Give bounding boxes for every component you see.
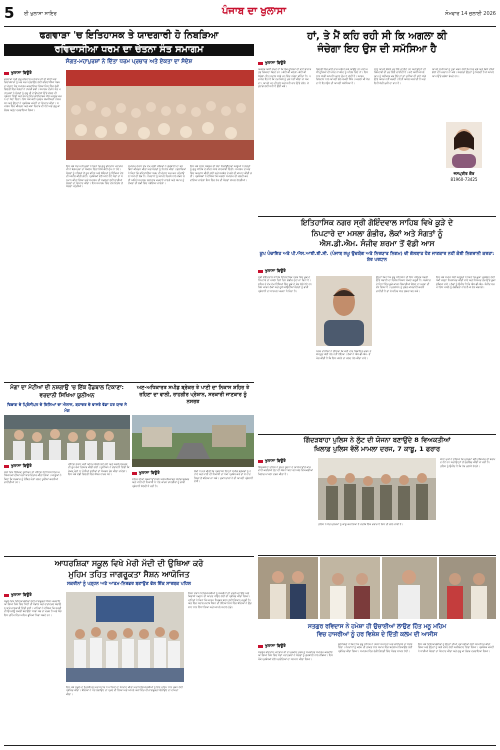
article-body: ਸਤਗੁਰ ਰਵਿਦਾਸ ਮਹਾਰਾਜ ਜੀ ਦੇ ਪ੍ਰਕਾਸ਼ ਪੁਰਬ ਨੂੰ ਸਮਰਪਿਤ ਸਮਾਗਮ ਕਰਵਾਇਆ ਗਿਆ ਜਿਸ ਵਿੱਚ ਸੰਤਾਂ ਮਹਾਪੁਰਸ਼ਾਂ ਨੇ ਸੰਗਤਾਂ ਨੂੰ ਗੁਰਬਾਣੀ ਨਾਲ ਜੋੜਿਆ। ਇਸ ਮੌਕੇ ਪ੍ਰਬੰਧਕਾਂ ਵੱਲੋਂ ਪਤਵੰਤਿਆਂ ਦਾ ਸਨਮਾਨ ਕੀਤਾ ਗਿਆ।: [258, 651, 333, 661]
byline: [132, 470, 160, 475]
headline: ਫਗਵਾੜਾ 'ਚ ਇਤਿਹਾਸਕ ਤੇ ਯਾਦਗਾਰੀ ਹੋ ਨਿਬੜਿਆ: [39, 30, 219, 41]
official-photo: [316, 276, 372, 346]
headline: [258, 30, 496, 56]
article-body: ਅਕਸਰ ਅਸੀਂ ਦੇਖਦੇ ਹਾਂ ਕਿ ਲੋਕ ਦੂਜਿਆਂ ਦੀ ਰਾਏ ਬਾਰੇ ਬਹੁਤ ਜ਼ਿਆਦਾ ਸੋਚਦੇ ਹਨ। ਕੋਈ ਕੀ ਕਹੇਗਾ, ਕੋਈ ਕੀ ਸੋਚੇਗਾ, ਇਹ ਸਵਾਲ ਸਾਡੇ ਮਨ ਵਿੱਚ ਹਮੇਸ਼ਾ ਰਹਿੰਦਾ ਹੈ। ਪਰ ਸੱਚ ਇਹ ਹੈ ਕਿ ਹਰ ਕਿਸੇ ਨੂੰ ਖੁਸ਼ ਨਹੀਂ ਕੀਤਾ ਜਾ ਸਕਦਾ। ਆਪਣੇ ਮਨ ਦੀ ਸੁਣੋ ਅਤੇ ਸਹੀ ਰਾਹ ਉੱਤੇ ਚੱਲੋ। ਜੋ ਤੁਹਾਡੇ ਲਈ ਸਹੀ ਹੈ ਉਹੀ ਕਰੋ।: [258, 68, 312, 89]
article-body: ਜ਼ਿੰਦਗੀ ਵਿੱਚ ਕਈ ਵਾਰ ਅਜਿਹੇ ਮੌਕੇ ਆਉਂਦੇ ਹਨ ਜਦੋਂ ਅਸੀਂ ਦੂਜਿਆਂ ਦੀ ਪਸੰਦ ਨਾਪਸੰਦ ਨੂੰ ਪਹਿਲ ਦਿੰਦੇ ਹਾਂ। ਇਸ ਨਾਲ ਸਾਡੀ ਆਪਣੀ ਪਛਾਣ ਗੁੰਮ ਹੋ ਜਾਂਦੀ ਹੈ। ਆਤਮ ਵਿਸ਼ਵਾਸ ਨਾਲ ਆਪਣੀ ਗੱਲ ਰੱਖਣੀ ਸਿੱਖੋ। ਅਗਲਾ ਕੀ ਸੋਚਦਾ ਹੈ ਇਹ ਉਸ ਦੀ ਆਪਣੀ ਸਮੱਸਿਆ ਹੈ।: [316, 68, 370, 85]
article-body: ਸਕੂਲ ਵਿਖੇ ਵਿਦਿਆਰਥੀਆਂ ਲਈ ਜਾਗਰੂਕਤਾ ਸੈਸ਼ਨ ਕਰਵਾਇਆ ਗਿਆ ਜਿਸ ਵਿੱਚ ਮਿੱਟੀ ਦੀ ਸੰਭਾਲ ਅਤੇ ਵਾਤਾਵਰਣ ਬਚਾਉਣ ਬਾਰੇ ਜਾਣਕਾਰੀ ਦਿੱਤੀ ਗਈ। ਮਾਹਿਰਾਂ ਨੇ ਦੱਸਿਆ ਕਿ ਧਰਤੀ ਦੀ ਉਪਜਾਊ ਸ਼ਕਤੀ ਬਚਾਉਣਾ ਸਾਡਾ ਸਭ ਦਾ ਫਰਜ਼ ਹੈ ਅਤੇ ਬੱਚੇ ਇਸ ਮੁਹਿੰਮ ਵਿੱਚ ਅਹਿਮ ਭੂਮਿਕਾ ਨਿਭਾ ਸਕਦੇ ਹਨ।: [4, 600, 62, 617]
article-body: ਫਗਵਾੜਾ ਸ੍ਰੀ ਗੁਰੂ ਰਵਿਦਾਸ ਮਹਾਰਾਜ ਜੀ ਦੀ ਬਾਣੀ ਅਤੇ ਵਿਚਾਰਧਾਰਾ ਨੂੰ ਘਰ ਘਰ ਪਹੁੰਚਾਉਣ ਲਈ ਰਵਿਦਾਸੀਆ ਧਰਮ ਦਾ ਚੇਤਨਾ ਸੰਤ ਸਮਾਗਮ ਕਰਵਾਇਆ ਗਿਆ ਜਿਸ ਵਿੱਚ ਵੱਡੀ ਗਿਣਤੀ ਵਿੱਚ ਸੰਗਤਾਂ ਨੇ ਹਾਜ਼ਰੀ ਭਰੀ। ਸਮਾਗਮ ਦੌਰਾਨ ਸੰਤ ਮਹਾਪੁਰਸ਼ਾਂ ਨੇ ਸੰਗਤਾਂ ਨੂੰ ਗੁਰੂ ਜੀ ਦੇ ਉਪਦੇਸ਼ਾਂ ਉੱਤੇ ਚੱਲਣ ਦੀ ਪ੍ਰੇਰਨਾ ਦਿੱਤੀ ਅਤੇ ਸਮਾਜ ਵਿੱਚ ਭਾਈਚਾਰਕ ਸਾਂਝ ਮਜ਼ਬੂਤ ਕਰਨ ਦਾ ਸੱਦਾ ਦਿੱਤਾ। ਇਸ ਮੌਕੇ ਕਈ ਪ੍ਰਮੁੱਖ ਸ਼ਖਸੀਅਤਾਂ ਹਾਜ਼ਰ ਸਨ ਅਤੇ ਉਨ੍ਹਾਂ ਨੇ ਪ੍ਰਬੰਧਕ ਕਮੇਟੀ ਦਾ ਧੰਨਵਾਦ ਕੀਤਾ। ਸਮਾਗਮ ਵਿੱਚ ਕੀਰਤਨ ਅਤੇ ਕਥਾ ਵਿਚਾਰ ਵੀ ਹੋਏ ਅਤੇ ਗੁਰੂ ਕਾ ਲੰਗਰ ਅਤੁੱਟ ਵਰਤਾਇਆ ਗਿਆ।: [4, 78, 62, 112]
police-photo: [318, 458, 436, 520]
headline-banner: ਰਵਿਦਾਸੀਆ ਧਰਮ ਦਾ ਚੇਤਨਾ ਸੰਤ ਸਮਾਗਮ: [4, 44, 254, 56]
article-body: ਉਨ੍ਹਾਂ ਕਿਹਾ ਕਿ ਗੁਰੂ ਸਾਹਿਬਾਨ ਦੀ ਇਸ ਪਵਿੱਤਰ ਧਰਤੀ ਉੱਤੇ ਸਫਾਈ ਦਾ ਵਿਸ਼ੇਸ਼ ਧਿਆਨ ਰੱਖਣਾ ਜ਼ਰੂਰੀ ਹੈ। ਬਰਸਾਤ ਦੇ ਦਿਨਾਂ ਵਿੱਚ ਕੂੜੇ ਕਾਰਨ ਬਿਮਾਰੀਆਂ ਫੈਲਣ ਦਾ ਖ਼ਤਰਾ ਵੀ ਵੱਧ ਗਿਆ ਹੈ। ਪ੍ਰਸ਼ਾਸਨ ਨੂੰ ਤੁਰੰਤ ਕਾਰਵਾਈ ਕਰਨੀ ਚਾਹੀਦੀ ਹੈ ਤਾਂ ਜੋ ਸ਼ਹਿਰ ਸਾਫ਼ ਸੁਥਰਾ ਬਣ ਸਕੇ।: [376, 276, 431, 293]
page-number: 5: [4, 4, 15, 22]
headline: [258, 436, 496, 454]
article-body: ਆਪਣੇ ਸੁਪਨਿਆਂ ਨੂੰ ਪੂਰਾ ਕਰਨ ਲਈ ਮਿਹਨਤ ਕਰੋ ਅਤੇ ਕਿਸੇ ਦੀਆਂ ਗੱਲਾਂ ਦੀ ਪਰਵਾਹ ਨਾ ਕਰੋ। ਸਫਲਤਾ ਉਨ੍ਹਾਂ ਨੂੰ ਮਿਲਦੀ ਹੈ ਜੋ ਆਪਣੇ ਆਪ ਉੱਤੇ ਭਰੋਸਾ ਰੱਖਦੇ ਹਨ।: [432, 68, 495, 78]
byline-marker: [258, 62, 263, 65]
article-body: ਪੁਲਿਸ ਨੇ ਸੱਤ ਮੁਲਜ਼ਮਾਂ ਨੂੰ ਕਾਬੂ ਕਰ ਲਿਆ ਹੈ ਜਦਕਿ ਇੱਕ ਫਰਾਰ ਹੈ ਜਿਸ ਦੀ ਭਾਲ ਜਾਰੀ ਹੈ।: [318, 523, 404, 526]
byline-marker: [258, 270, 263, 273]
author-name: ਜਸਪ੍ਰੀਤ ਕੌਰ: [453, 171, 475, 176]
byline-text: ਖੁਲਾਸਾ ਬਿਊਰੋ: [11, 70, 32, 75]
divider: [258, 555, 496, 556]
article-body: ਲੋਕਾਂ ਨੇ ਮੰਗ ਕੀਤੀ ਕਿ ਪ੍ਰਸ਼ਾਸਨ ਇਨ੍ਹਾਂ ਸਪੀਡ ਬ੍ਰੇਕਰਾਂ ਨੂੰ ਹਟਾਵੇ ਅਤੇ ਪਾਣੀ ਦੀ ਨਿਕਾਸੀ ਦਾ ਪੱਕਾ ਪ੍ਰਬੰਧ ਕਰੇ ਤਾਂ ਜੋ ਹਾਦਸਿਆਂ ਤੋਂ ਬਚਿਆ ਜਾ ਸਕੇ। ਦੁਕਾਨਦਾਰਾਂ ਨੇ ਵੀ ਆਪਣੀ ਪ੍ਰੇਸ਼ਾਨੀ ਦੱਸੀ।: [194, 470, 253, 484]
headline-line: ਹਾਂ, ਤੇ ਮੈਂ ਕਹਿ ਰਹੀ ਸੀ ਕਿ ਅਗਲਾ ਕੀ: [307, 31, 447, 42]
headline: [258, 218, 496, 250]
article-body: ਇਸ ਮੌਕੇ ਸਟੇਜ ਸਕੱਤਰ ਦੀ ਸੇਵਾ ਨਿਭਾਉਂਦਿਆਂ ਆਗੂਆਂ ਨੇ ਸੰਗਤਾਂ ਨੂੰ ਗੁਰੂ ਸਾਹਿਬ ਦੇ ਜੀਵਨ ਬਾਰੇ ਜਾਣਕਾਰੀ ਦਿੱਤੀ। ਸਮਾਗਮ ਦੇ ਅੰਤ ਵਿੱਚ ਅਰਦਾਸ ਕੀਤੀ ਗਈ ਅਤੇ ਸਰਬੱਤ ਦੇ ਭਲੇ ਦੀ ਕਾਮਨਾ ਕੀਤੀ ਗਈ। ਪ੍ਰਬੰਧਕਾਂ ਨੇ ਦੱਸਿਆ ਕਿ ਅਗਲਾ ਸਮਾਗਮ ਵੀ ਜਲਦੀ ਕਰਵਾਇਆ ਜਾਵੇਗਾ ਜਿਸ ਵਿੱਚ ਹੋਰ ਵੀ ਸੰਗਤਾਂ ਸ਼ਾਮਲ ਹੋਣਗੀਆਂ।: [190, 165, 252, 182]
school-photo-image: [66, 592, 184, 682]
byline-marker: [4, 465, 9, 468]
byline-text: ਖੁਲਾਸਾ ਬਿਊਰੋ: [265, 60, 286, 65]
headline: [4, 558, 254, 580]
story-mid-left-b: [132, 385, 254, 555]
article-body: ਇਸ ਮੌਕੇ ਸੰਤ ਮਹਾਂਪੁਰਸ਼ਾਂ ਨੇ ਕਿਹਾ ਕਿ ਗੁਰੂ ਰਵਿਦਾਸ ਮਹਾਰਾਜ ਜੀ ਨੇ ਬੇਗਮਪੁਰਾ ਦਾ ਸੰਕਲਪ ਦਿੱਤਾ ਜਿੱਥੇ ਕੋਈ ਦੁੱਖ ਨਾ ਹੋਵੇ। ਸੰਗਤਾਂ ਨੂੰ ਨਸ਼ਿਆਂ ਤੋਂ ਦੂਰ ਰਹਿਣ ਅਤੇ ਬੱਚਿਆਂ ਨੂੰ ਸਿੱਖਿਆ ਦੇਣ ਦੀ ਅਪੀਲ ਕੀਤੀ ਗਈ। ਪ੍ਰਬੰਧਕਾਂ ਵੱਲੋਂ ਆਏ ਹੋਏ ਸੰਤਾਂ ਦਾ ਸਨਮਾਨ ਕੀਤਾ ਗਿਆ ਅਤੇ ਸਮਾਗਮ ਦੀ ਸਫਲਤਾ ਲਈ ਸਾਰੀਆਂ ਸੰਗਤਾਂ ਦਾ ਧੰਨਵਾਦ ਕੀਤਾ। ਇਸ ਸਮਾਗਮ ਵਿੱਚ ਦੇਸ਼ ਵਿਦੇਸ਼ ਤੋਂ ਸੰਗਤਾਂ ਪਹੁੰਚੀਆਂ।: [66, 165, 124, 189]
subhead: ਵਿਭਾਗ ਦੇ ਪ੍ਰਿੰਸੀਪਲ ਦੇ ਕਿਲਿਆਂ ਦਾ ਐਲਾਨ, ਬਹਾਦਰ ਦੇ ਵਾਸਤੇ ਵੱਡਾ ਹਰ ਯਾਦ ਨੇ ਮੰਗ: [7, 402, 127, 413]
headline: ਮੋਗਾ ਦਾ ਮੋਟੀਆਂ ਦੀ ਨਸ਼ਗਾਉਂ 'ਚ ਇੱਕ ਹੈਂਡਬਾਲ ਟਿਕਾਣਾ: ਵਰਦਾਨੀ ਸਿਖਿਆ ਯੂਨੀਅਨ: [10, 385, 124, 399]
divider: [258, 216, 496, 217]
byline: [258, 643, 286, 648]
issue-date: ਸੋਮਵਾਰ 14 ਜੁਲਾਈ 2026: [445, 11, 496, 17]
story-top-left: [4, 30, 254, 380]
article-body: ਮੋਗਾ ਵਿਖੇ ਸਿੱਖਿਆ ਯੂਨੀਅਨ ਦੀ ਮੀਟਿੰਗ ਹੋਈ ਜਿਸ ਵਿੱਚ ਅਧਿਆਪਕਾਂ ਦੀਆਂ ਮੰਗਾਂ ਬਾਰੇ ਵਿਚਾਰ ਕੀਤਾ ਗਿਆ। ਆਗੂਆਂ ਨੇ ਕਿਹਾ ਕਿ ਸਰਕਾਰ ਨੂੰ ਲੰਬਿਤ ਮੰਗਾਂ ਜਲਦ ਪੂਰੀਆਂ ਕਰਨੀਆਂ ਚਾਹੀਦੀਆਂ ਹਨ।: [4, 471, 62, 485]
article-body: ਇਸ ਮੌਕੇ ਸਮਾਜ ਸੇਵੀ ਆਗੂਆਂ ਨੇ ਕਿਹਾ ਕਿ ਕੂੜਾ ਪ੍ਰਬੰਧਨ ਲਈ ਪੱਕੀ ਜਗ੍ਹਾ ਨਿਰਧਾਰਤ ਕੀਤੀ ਜਾਵੇ ਅਤੇ ਨਿਯਮਤ ਤੌਰ ਉੱਤੇ ਕੂੜਾ ਚੁੱਕਿਆ ਜਾਵੇ। ਲੋਕਾਂ ਨੂੰ ਉਮੀਦ ਹੈ ਕਿ ਐਸ.ਡੀ.ਐਮ. ਸੰਜੀਵ ਸ਼ਰਮਾ ਇਸ ਮਸਲੇ ਨੂੰ ਗੰਭੀਰਤਾ ਨਾਲ ਲੈ ਕੇ ਹੱਲ ਕਰਨਗੇ।: [436, 276, 496, 290]
headline-line: ਖਿਲਾਫ਼ ਪੁਲਿਸ ਵੱਲੋਂ ਮਾਮਲਾ ਦਰਜ, 7 ਕਾਬੂ, 1 ਫਰਾਰ: [313, 445, 441, 453]
article-body: ਸ੍ਰੀ ਗੋਇੰਦਵਾਲ ਸਾਹਿਬ ਇਤਿਹਾਸਿਕ ਨਗਰ ਵਿੱਚ ਕੂੜੇ ਦੇ ਨਿਪਟਾਰੇ ਦਾ ਮਸਲਾ ਦਿਨੋ ਦਿਨ ਗੰਭੀਰ ਹੁੰਦਾ ਜਾ ਰਿਹਾ ਹੈ। ਸ਼ਹਿਰ ਦੇ ਵੱਖ ਵੱਖ ਹਿੱਸਿਆਂ ਵਿੱਚ ਕੂੜੇ ਦੇ ਢੇਰ ਲੱਗੇ ਹੋਏ ਹਨ ਜਿਸ ਕਾਰਨ ਲੋਕਾਂ ਅਤੇ ਦੂਰੋਂ ਆਉਂਦੀਆਂ ਸੰਗਤਾਂ ਨੂੰ ਭਾਰੀ ਪ੍ਰੇਸ਼ਾਨੀ ਦਾ ਸਾਹਮਣਾ ਕਰਨਾ ਪੈ ਰਿਹਾ ਹੈ।: [258, 276, 312, 293]
headline-line: ਨਿਪਟਾਰੇ ਦਾ ਮਸਲਾ ਗੰਭੀਰ, ਲੋਕਾਂ ਅਤੇ ਸੰਗਤਾਂ ਨੂੰ: [311, 228, 443, 238]
byline: [4, 463, 32, 468]
headline-line: ਜੰਚੇਗਾ ਇਹ ਉਸ ਦੀ ਸਮੱਸਿਆ ਹੈ: [317, 44, 437, 55]
headline: [258, 623, 496, 639]
byline-text: ਖੁਲਾਸਾ ਬਿਊਰੋ: [265, 643, 286, 648]
article-body: ਗਿੱਦੜਬਾਹਾ ਪੁਲਿਸ ਨੇ ਗੁਪਤ ਸੂਚਨਾ ਦੇ ਆਧਾਰ ਉੱਤੇ ਕਾਰਵਾਈ ਕਰਦਿਆਂ ਲੁੱਟ ਦੀ ਯੋਜਨਾ ਬਣਾ ਰਹੇ ਅੱਠ ਵਿਅਕਤੀਆਂ ਖਿਲਾਫ਼ ਮਾਮਲਾ ਦਰਜ ਕੀਤਾ ਹੈ।: [258, 466, 313, 476]
divider: [258, 434, 496, 435]
headline-line: ਆਧਰਸ਼ਿਕਾ ਸਕੂਲ ਵਿਖੇ ਮੇਰੀ ਮੱਦੀ ਦੀ ਉਥਿਆ ਕਰੋ: [54, 559, 204, 568]
byline-marker: [4, 594, 9, 597]
event-photo: [439, 557, 496, 619]
story-mid-right-b: [258, 436, 496, 553]
school-photo: [66, 592, 184, 682]
story-mid-left-a: [4, 385, 130, 555]
byline-text: ਖੁਲਾਸਾ ਬਿਊਰੋ: [11, 463, 32, 468]
event-photo: [382, 557, 437, 619]
story-bottom-left: [4, 558, 254, 743]
article-body: ਇਸ ਮੌਕੇ ਵਿਦਿਆਰਥੀਆਂ ਨੂੰ ਉਨ੍ਹਾਂ ਦੀਆਂ ਪ੍ਰਾਪਤੀਆਂ ਲਈ ਸਨਮਾਨਿਤ ਕੀਤਾ ਗਿਆ ਅਤੇ ਉਨ੍ਹਾਂ ਨੂੰ ਅੱਗੇ ਵਧਣ ਲਈ ਅਸ਼ੀਰਵਾਦ ਦਿੱਤਾ ਗਿਆ। ਪ੍ਰਬੰਧਕ ਕਮੇਟੀ ਨੇ ਸਾਰੀਆਂ ਸੰਗਤਾਂ ਦਾ ਧੰਨਵਾਦ ਕੀਤਾ ਅਤੇ ਗੁਰੂ ਕਾ ਲੰਗਰ ਵਰਤਾਇਆ ਗਿਆ।: [418, 643, 494, 653]
event-photo-image: [258, 557, 318, 619]
article-body: ਥਾਣਾ ਮੁਖੀ ਨੇ ਦੱਸਿਆ ਕਿ ਮੁਲਜ਼ਮਾਂ ਕੋਲੋਂ ਹਥਿਆਰ ਵੀ ਬਰਾਮਦ ਹੋਏ ਹਨ ਅਤੇ ਉਨ੍ਹਾਂ ਤੋਂ ਪੁੱਛਗਿੱਛ ਕੀਤੀ ਜਾ ਰਹੀ ਹੈ। ਪੁਲਿਸ ਨੂੰ ਉਮੀਦ ਹੈ ਕਿ ਹੋਰ ਖੁਲਾਸੇ ਹੋਣਗੇ।: [440, 458, 496, 468]
event-photo-image: [382, 557, 437, 619]
author-portrait: [446, 122, 482, 168]
section-title: ਪੰਜਾਬ ਦਾ ਖੁਲਾਸਾ: [221, 6, 286, 17]
event-photo-image: [439, 557, 496, 619]
byline-text: ਖੁਲਾਸਾ ਬਿਊਰੋ: [139, 470, 160, 475]
headline-line: ਸਤਗੁਰ ਰਵਿਦਾਸ ਨੇ ਹਮੇਸ਼ਾ ਹੀ ਉਚਾਈਆਂ ਲਾਉਣ ਹਿੱਤ ਮਨੂ ਮਹਿਮ: [307, 624, 447, 630]
article-body: ਸੈਸ਼ਨ ਦੌਰਾਨ ਵਿਦਿਆਰਥੀਆਂ ਨੂੰ ਸਕਰੀਨਾਂ ਦੀ ਵਰਤੋਂ ਘਟਾਉਣ ਅਤੇ ਕਿਤਾਬਾਂ ਪੜ੍ਹਨ ਦੀ ਆਦਤ ਪਾਉਣ ਲਈ ਵੀ ਪ੍ਰੇਰਿਤ ਕੀਤਾ ਗਿਆ। ਮਾਹਿਰਾਂ ਨੇ ਕਿਹਾ ਕਿ ਆਤਮ ਨਿਰਭਰ ਬਣਨ ਲਈ ਗਿਆਨ ਜ਼ਰੂਰੀ ਹੈ। ਅੰਤ ਵਿੱਚ ਸਵਾਲ ਜਵਾਬ ਸੈਸ਼ਨ ਵੀ ਹੋਇਆ ਜਿਸ ਵਿੱਚ ਬੱਚਿਆਂ ਨੇ ਉਤਸ਼ਾਹ ਨਾਲ ਹਿੱਸਾ ਲਿਆ ਅਤੇ ਆਪਣੇ ਸਵਾਲ ਪੁੱਛੇ।: [188, 592, 252, 609]
subhead: ਸਕਰੀਨਾਂ ਨੂੰ ਪੜ੍ਹਨ ਅਤੇ ਆਤਮ-ਨਿਰਭਰ ਬਣਾਉਣ ਵੱਲ ਇੱਕ ਸਾਰਥਕ ਪਹਿਲ: [67, 582, 191, 587]
byline-marker: [132, 472, 137, 475]
headline-line: ਐਸ.ਡੀ.ਐਮ. ਸੰਜੀਵ ਸ਼ਰਮਾ ਤੋਂ ਵੱਡੀ ਆਸ: [319, 239, 435, 248]
byline-marker: [258, 645, 263, 648]
byline-text: ਖੁਲਾਸਾ ਬਿਊਰੋ: [265, 268, 286, 273]
event-photo-image: [320, 557, 380, 619]
article-body: ਸਮਾਗਮ ਦੌਰਾਨ ਵੱਖ ਵੱਖ ਰਾਗੀ ਜਥਿਆਂ ਨੇ ਗੁਰਬਾਣੀ ਦਾ ਰਸਭਿੰਨਾ ਕੀਰਤਨ ਕੀਤਾ ਅਤੇ ਸੰਗਤਾਂ ਨੂੰ ਨਿਹਾਲ ਕੀਤਾ। ਬੁਲਾਰਿਆਂ ਨੇ ਕਿਹਾ ਕਿ ਰਵਿਦਾਸੀਆ ਧਰਮ ਦੀ ਚੇਤਨਾ ਘਰ ਘਰ ਪਹੁੰਚਾਉਣਾ ਸਮੇਂ ਦੀ ਲੋੜ ਹੈ। ਨੌਜਵਾਨਾਂ ਨੂੰ ਆਪਣੇ ਵਿਰਸੇ ਨਾਲ ਜੋੜਨ ਲਈ ਅਜਿਹੇ ਸਮਾਗਮ ਲਗਾਤਾਰ ਕਰਵਾਏ ਜਾਣਗੇ ਅਤੇ ਸਮਾਜ ਨੂੰ ਏਕਤਾ ਦੀ ਲੜੀ ਵਿੱਚ ਪਰੋਇਆ ਜਾਵੇਗਾ।: [128, 165, 186, 186]
meeting-photo: [4, 415, 130, 460]
paper-name: ਈ ਖੁਲਾਸਾ ਸਾਇਰ: [24, 11, 57, 17]
byline-text: ਖੁਲਾਸਾ ਬਿਊਰੋ: [265, 458, 286, 463]
article-body: ਮੀਟਿੰਗ ਦੌਰਾਨ ਕਈ ਅਹਿਮ ਫੈਸਲੇ ਲਏ ਗਏ ਅਤੇ ਅਗਲੇ ਸੰਘਰਸ਼ ਦੀ ਰੂਪ ਰੇਖਾ ਤਿਆਰ ਕੀਤੀ ਗਈ। ਯੂਨੀਅਨ ਨੇ ਚੇਤਾਵਨੀ ਦਿੱਤੀ ਕਿ ਜੇਕਰ ਮੰਗਾਂ ਨਾ ਮੰਨੀਆਂ ਗਈਆਂ ਤਾਂ ਸੰਘਰਸ਼ ਤੇਜ਼ ਕੀਤਾ ਜਾਵੇਗਾ। ਇਸ ਮੌਕੇ ਵੱਡੀ ਗਿਣਤੀ ਵਿੱਚ ਮੈਂਬਰ ਹਾਜ਼ਰ ਸਨ।: [68, 463, 130, 477]
story-mid-right: [258, 218, 496, 433]
headline: ਅਣ-ਅਧਿਕਾਰਤ ਸਪੀਡ ਬ੍ਰੇਕਰ ਤੇ ਪਾਣੀ ਦਾ ਨਿਕਾਸ ਸ਼ਹਿਰ ਤੇ ਰਹਿਣਾ ਦਾ ਵਾਲੀ, ਰਾਹਗੀਰ ਪ੍ਰੇਸ਼ਾਨ, ਸਰਕਾਰੀ ਜਾਣਕਾਰ ਨੂੰ ਨਸਰਤ: [136, 385, 250, 405]
article-body: ਇਸ ਮੌਕੇ ਸਕੂਲ ਦੇ ਪ੍ਰਿੰਸੀਪਲ ਅਤੇ ਸਟਾਫ ਨੇ ਮਾਹਿਰਾਂ ਦਾ ਧੰਨਵਾਦ ਕੀਤਾ ਅਤੇ ਵਿਦਿਆਰਥੀਆਂ ਨੂੰ ਇਸ ਮੁਹਿੰਮ ਨਾਲ ਜੁੜਨ ਲਈ ਪ੍ਰੇਰਿਤ ਕੀਤਾ। ਬੱਚਿਆਂ ਨੇ ਪੌਦੇ ਲਗਾਉਣ ਦਾ ਪ੍ਰਣ ਵੀ ਲਿਆ ਅਤੇ ਆਪਣੇ ਘਰਾਂ ਵਿੱਚ ਵੀ ਜਾਗਰੂਕਤਾ ਫੈਲਾਉਣ ਦਾ ਵਾਅਦਾ ਕੀਤਾ।: [66, 686, 183, 696]
headline-line: ਗਿੱਦੜਬਾਹਾ ਪੁਲਿਸ ਨੇ ਲੁੱਟ ਦੀ ਯੋਜਨਾ ਬਣਾਉਂਦੇ 8 ਵਿਅਕਤੀਆਂ: [303, 436, 451, 444]
event-photo: [258, 557, 318, 619]
article-body: ਸ਼ਹਿਰ ਦੀਆਂ ਸੜਕਾਂ ਉੱਤੇ ਬਣੇ ਅਣਅਧਿਕਾਰਤ ਸਪੀਡ ਬ੍ਰੇਕਰ ਅਤੇ ਪਾਣੀ ਦੀ ਨਿਕਾਸੀ ਨਾ ਹੋਣ ਕਾਰਨ ਰਾਹਗੀਰਾਂ ਨੂੰ ਭਾਰੀ ਪ੍ਰੇਸ਼ਾਨੀ ਝੱਲਣੀ ਪੈ ਰਹੀ ਹੈ।: [132, 478, 190, 488]
article-body: ਨਗਰ ਵਾਸੀਆਂ ਨੇ ਦੱਸਿਆ ਕਿ ਕਈ ਵਾਰ ਸ਼ਿਕਾਇਤ ਕਰਨ ਦੇ ਬਾਵਜੂਦ ਕੋਈ ਹੱਲ ਨਹੀਂ ਹੋਇਆ। ਲੋਕਾਂ ਨੇ ਐਸ.ਡੀ.ਐਮ. ਤੋਂ ਮੰਗ ਕੀਤੀ ਹੈ ਕਿ ਇਸ ਮਸਲੇ ਦਾ ਜਲਦ ਹੱਲ ਕੀਤਾ ਜਾਵੇ।: [316, 350, 372, 360]
header-rule: [4, 26, 496, 27]
headline-line: ਵਿਚ ਹਾਜਰੀਆਂ ਨੂੰ ਹਰ ਵਿਸ਼ੇਸ਼ ਦੇ ਦਿੱਤੀ ਕਲਮ ਦੀ ਆਸੀਸ: [316, 632, 438, 638]
byline: [4, 70, 32, 75]
author-photo: [446, 122, 482, 168]
byline-marker: [258, 460, 263, 463]
author-phone: 81960-73425: [450, 177, 478, 182]
headline-line: ਇਤਿਹਾਸਿਕ ਨਗਰ ਸ੍ਰੀ ਗੋਇੰਦਵਾਲ ਸਾਹਿਬ ਵਿਖੇ ਕੂੜੇ ਦੇ: [300, 218, 454, 227]
byline: [258, 458, 286, 463]
divider: [4, 556, 254, 557]
crowd-photo-image: [66, 70, 254, 160]
byline: [258, 60, 286, 65]
headline-line: ਮੁਹਿਮ ਤਹਿਤ ਜਾਗਰੂਕਤਾ ਸੈਸ਼ਨ ਆਯੋਜਿਤ: [68, 570, 190, 579]
official-portrait: [316, 276, 372, 346]
page-header: [4, 4, 496, 26]
byline-marker: [4, 72, 9, 75]
article-body: ਸਾਨੂੰ ਆਪਣੇ ਫੈਸਲੇ ਖੁਦ ਲੈਣੇ ਚਾਹੀਦੇ ਹਨ ਅਤੇ ਉਨ੍ਹਾਂ ਦੀ ਜ਼ਿੰਮੇਵਾਰੀ ਵੀ ਖੁਦ ਲੈਣੀ ਚਾਹੀਦੀ ਹੈ। ਜਦੋਂ ਅਸੀਂ ਆਪਣੇ ਆਪ ਨੂੰ ਸਵੀਕਾਰ ਕਰ ਲੈਂਦੇ ਹਾਂ ਤਾਂ ਦੁਨੀਆ ਦੀ ਰਾਏ ਸਾਡੇ ਉੱਤੇ ਅਸਰ ਨਹੀਂ ਕਰਦੀ। ਇਹੀ ਅਸਲ ਆਜ਼ਾਦੀ ਹੈ ਅਤੇ ਇਹੀ ਸੱਚੀ ਖੁਸ਼ੀ ਦਾ ਰਾਹ ਹੈ।: [374, 68, 426, 85]
story-bottom-right: [258, 557, 496, 743]
byline: [4, 592, 32, 597]
subhead: ਸੰਗਤ-ਮਹਾਪੁਰਸ਼ਾਂ ਨੇ ਦਿੱਤਾ ਧਰਮ ਪ੍ਰਚਾਰ ਅਤੇ ਏਕਤਾ ਦਾ ਸੰਦੇਸ਼: [65, 59, 193, 65]
byline: [258, 268, 286, 273]
byline-text: ਖੁਲਾਸਾ ਬਿਊਰੋ: [11, 592, 32, 597]
story-top-right: [258, 30, 496, 215]
meeting-photo-image: [4, 415, 130, 460]
street-photo: [132, 415, 254, 467]
event-photo: [320, 557, 380, 619]
divider: [4, 382, 254, 383]
footer-rule: [4, 745, 496, 746]
article-body: ਬੁਲਾਰਿਆਂ ਨੇ ਕਿਹਾ ਕਿ ਗੁਰੂ ਸਾਹਿਬ ਨੇ ਹਮੇਸ਼ਾ ਸਮਾਨਤਾ ਅਤੇ ਭਾਈਚਾਰੇ ਦਾ ਸੰਦੇਸ਼ ਦਿੱਤਾ। ਨੌਜਵਾਨਾਂ ਨੂੰ ਕਲਮ ਦੀ ਤਾਕਤ ਨਾਲ ਸਮਾਜ ਵਿੱਚ ਬਦਲਾਅ ਲਿਆਉਣ ਲਈ ਪ੍ਰੇਰਿਤ ਕੀਤਾ ਗਿਆ। ਸਮਾਗਮ ਵਿੱਚ ਵੱਡੀ ਗਿਣਤੀ ਵਿੱਚ ਸੰਗਤ ਸ਼ਾਮਲ ਹੋਈ।: [338, 643, 413, 653]
police-photo-image: [318, 458, 436, 520]
crowd-photo: [66, 70, 254, 160]
subhead: ਕੂਪ ਪੰਚਾਇਤ ਅਤੇ ਪੀ.ਐਸ.ਆਈ.ਈ.ਸੀ. (ਪੰਜਾਬ ਲਘੂ ਉਦਯੋਗ ਅਤੇ ਨਿਰਯਾਤ ਨਿਗਮ) ਦੀ ਗੱਲਬਾਤ ਹੋਣ ਜਾਣਕਾਰ ਨਹੀਂ ਕੋਈ ਨਿਗਰਾਨੀ ਕਰਤਾ: ਸ਼ੇਰ ਪਰਧਾਨ: [259, 252, 495, 263]
street-photo-image: [132, 415, 254, 467]
